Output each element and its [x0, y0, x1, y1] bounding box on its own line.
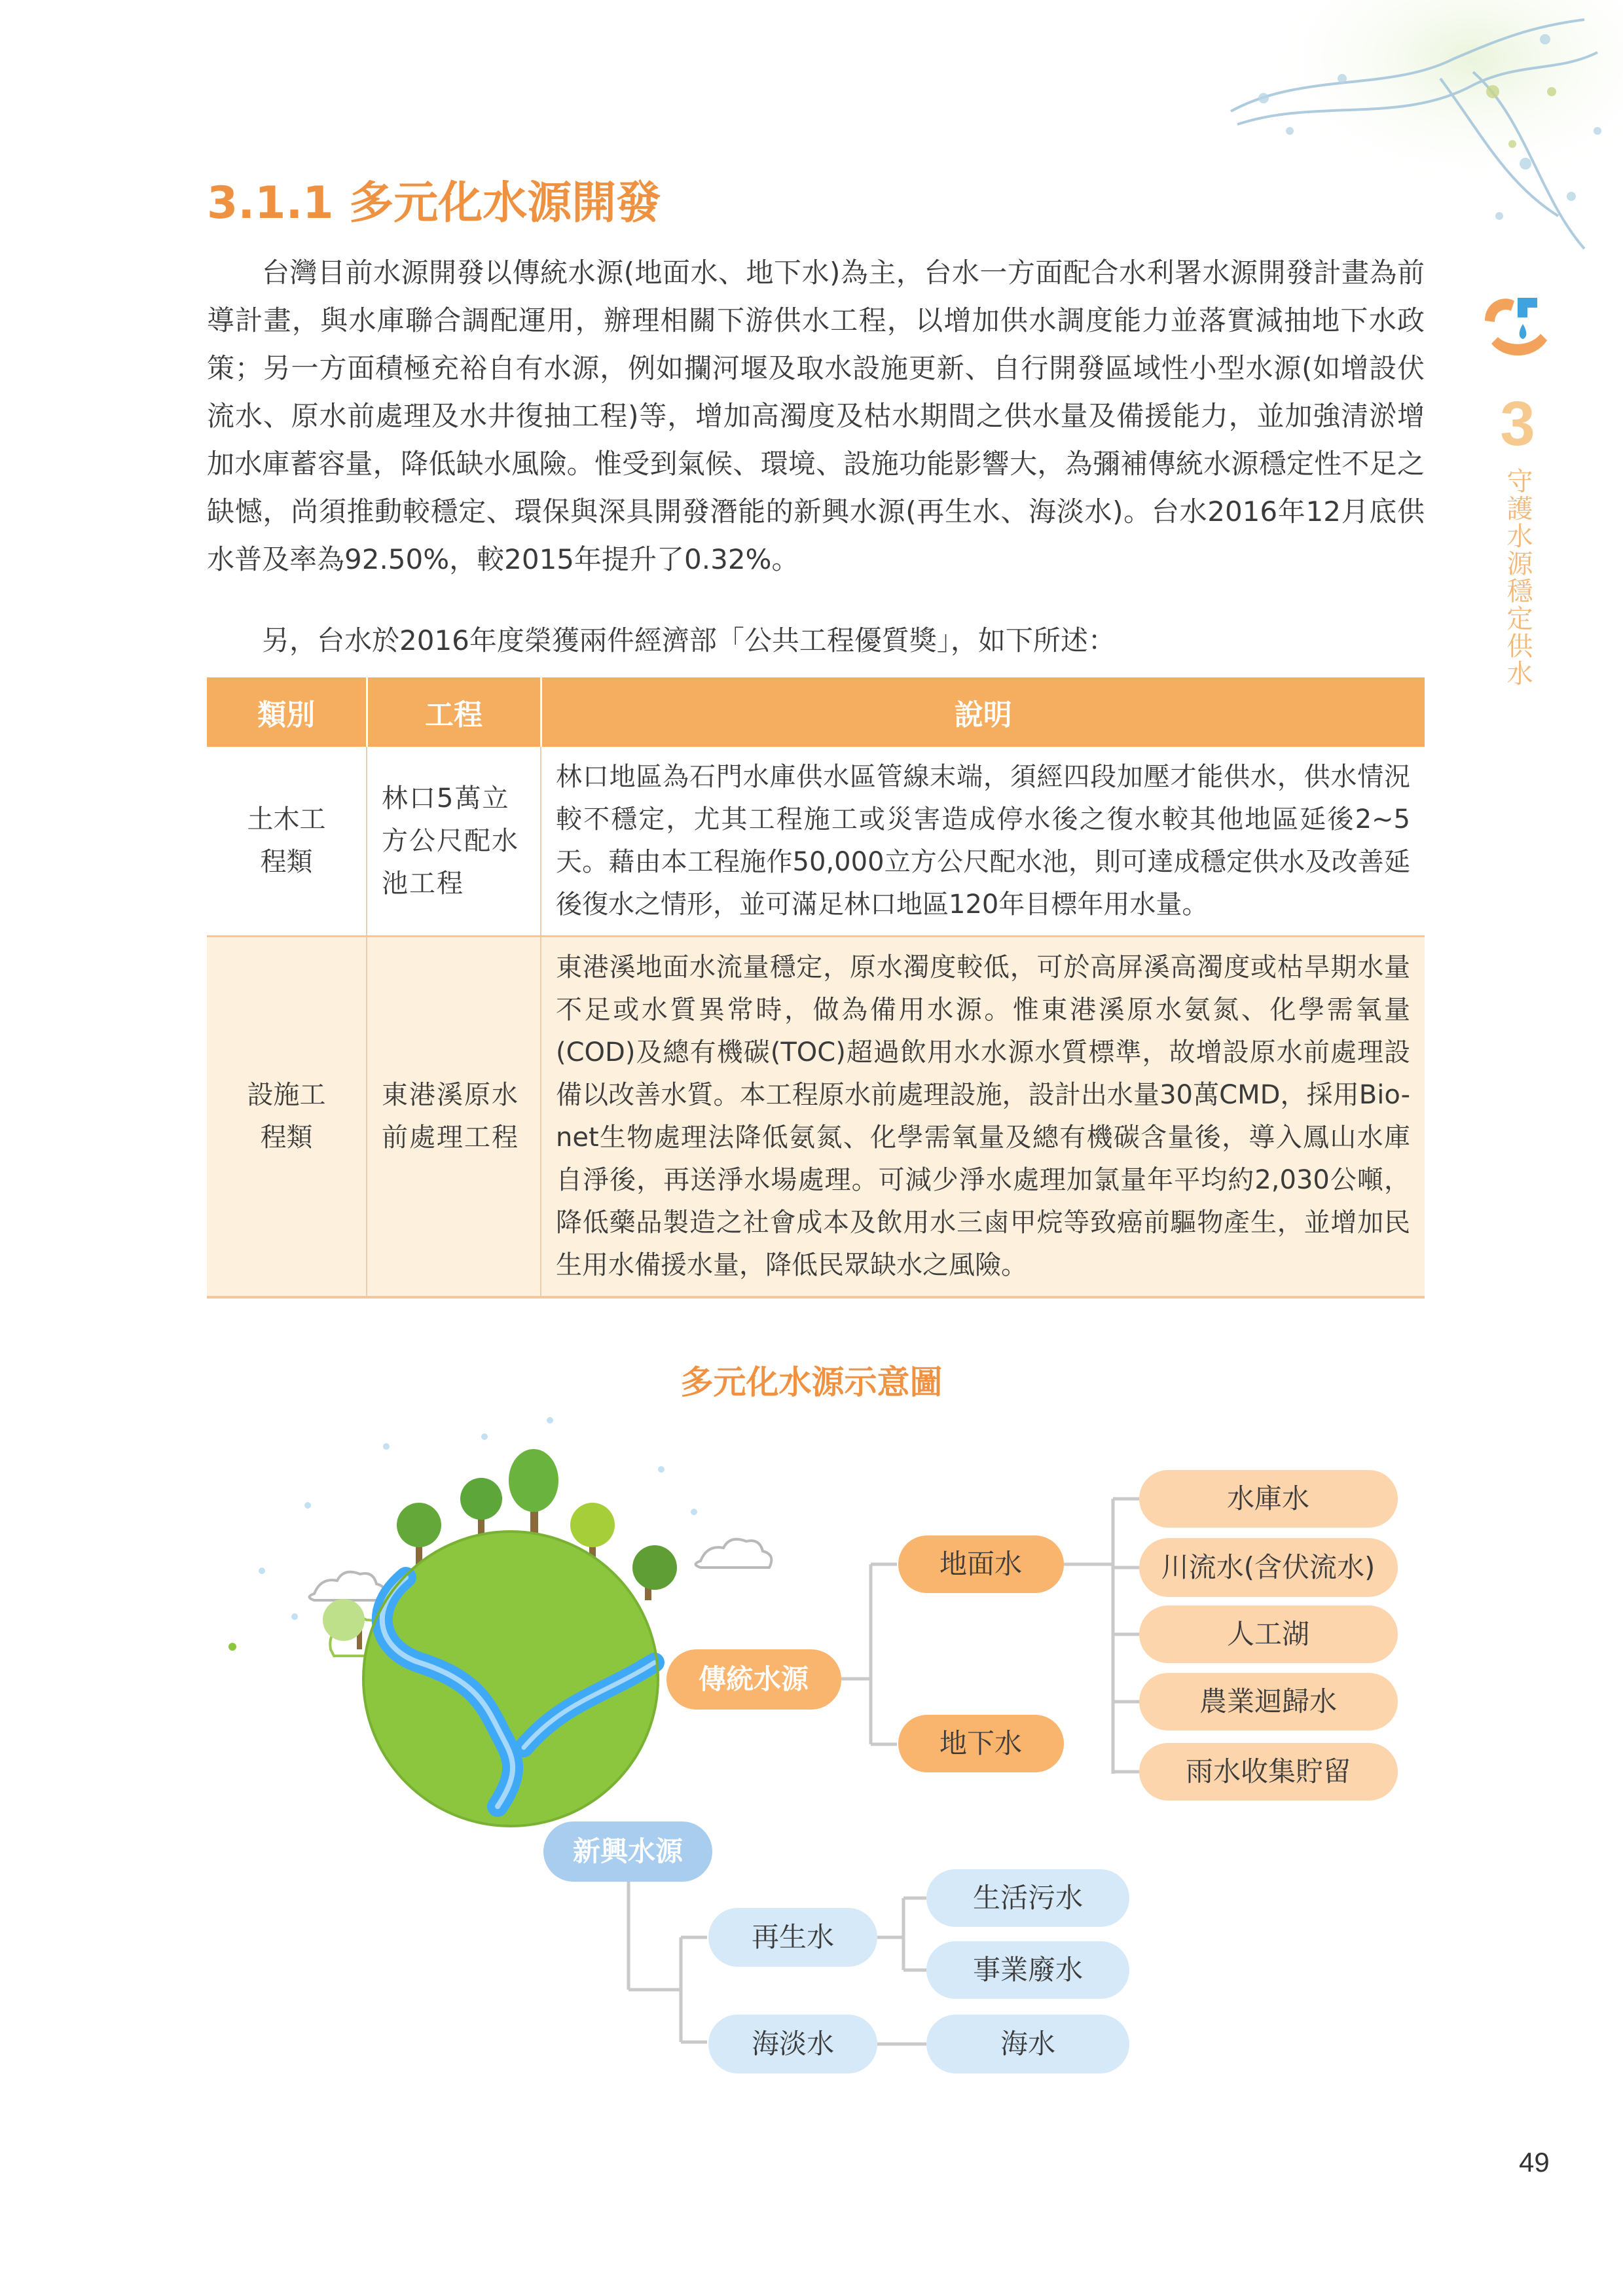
table-row	[207, 937, 1425, 1298]
header-project: 工程	[367, 677, 541, 747]
node-traditional-label: 傳統水源	[698, 1663, 809, 1695]
node-surface-label: 地面水	[939, 1548, 1023, 1580]
node-surface	[898, 1535, 1064, 1593]
node-emerging-label: 新興水源	[572, 1835, 684, 1867]
row-category: 土木工程類	[207, 747, 367, 937]
surface-item: 水庫水	[1226, 1482, 1310, 1515]
row-project: 東港溪原水前處理工程	[367, 937, 541, 1298]
intro-paragraph: 台灣目前水源開發以傳統水源(地面水、地下水)為主，台水一方面配合水利署水源開發計畫為前導計畫，與水庫聯合調配運用，辦理相關下游供水工程，以增加供水調度能力並落實減抽地下水政策；另一方面積極充裕自有水源，例如攔河堰及取水設施更新、自行開發區域性小型水源(如增設伏流水、原水前處理及水井復抽工程)等，增加高濁度及枯水期間之供水量及備援能力，並加強清淤增加水庫蓄容量，降低缺水風險。惟受到氣候、環境、設施功能影響大，為彌補傳統水源穩定性不足之缺憾，尚須推動較穩定、環保與深具開發潛能的新興水源(再生水、海淡水)。台水2016年12月底供水普及率為92.50%，較2015年提升了0.32%。	[207, 257, 1425, 575]
row-description: 林口地區為石門水庫供水區管線末端，須經四段加壓才能供水，供水情況較不穩定，尤其工程施工或災害造成停水後之復水較其他地區延後2~5天。藉由本工程施作50,000立方公尺配水池，則可達成穩定供水及改善延後復水之情形，並可滿足林口地區120年目標年用水量。	[541, 747, 1425, 937]
node-ground	[898, 1715, 1064, 1772]
reclaimed-item: 事業廢水	[972, 1954, 1084, 1986]
row-project: 林口5萬立方公尺配水池工程	[367, 747, 541, 937]
reclaimed-item: 生活污水	[972, 1882, 1084, 1914]
node-reclaimed	[708, 1908, 877, 1967]
node-emerging	[543, 1821, 712, 1882]
chapter-side-tab	[1478, 281, 1557, 687]
awards-intro-paragraph: 另，台水於2016年度榮獲兩件經濟部「公共工程優質獎」，如下所述：	[262, 624, 1116, 656]
table-header-row	[207, 677, 1425, 747]
surface-item: 人工湖	[1226, 1618, 1310, 1650]
node-ground-label: 地下水	[939, 1727, 1023, 1759]
surface-item: 川流水(含伏流水)	[1161, 1551, 1376, 1583]
water-source-diagram	[0, 1407, 1623, 2127]
globe-illustration	[228, 1417, 771, 1826]
awards-table	[207, 677, 1425, 1299]
node-desal	[708, 2015, 877, 2073]
desal-item: 海水	[1000, 2028, 1056, 2060]
reclaimed-items	[926, 1869, 1129, 1999]
node-reclaimed-label: 再生水	[751, 1921, 835, 1953]
surface-item: 農業迴歸水	[1199, 1685, 1338, 1717]
chapter-label: 守護水源穩定供水	[1503, 467, 1533, 687]
table-row	[207, 747, 1425, 937]
chapter-number: 3	[1500, 389, 1535, 459]
surface-items	[1139, 1470, 1398, 1801]
row-category: 設施工程類	[207, 937, 367, 1298]
header-description: 說明	[541, 677, 1425, 747]
section-title: 3.1.1 多元化水源開發	[207, 177, 661, 229]
node-traditional	[666, 1649, 841, 1710]
header-category: 類別	[207, 677, 367, 747]
surface-item: 雨水收集貯留	[1185, 1755, 1351, 1787]
water-tap-hands-icon	[1478, 281, 1557, 367]
node-desal-label: 海淡水	[751, 2028, 835, 2060]
diagram-title: 多元化水源示意圖	[680, 1363, 943, 1401]
row-description: 東港溪地面水流量穩定，原水濁度較低，可於高屏溪高濁度或枯旱期水量不足或水質異常時，做為備用水源。惟東港溪原水氨氮、化學需氧量(COD)及總有機碳(TOC)超過飲用水水源水質標準，故增設原水前處理設備以改善水質。本工程原水前處理設施，設計出水量30萬CMD，採用Bio-net生物處理法降低氨氮、化學需氧量及總有機碳含量後，導入鳳山水庫自淨後，再送淨水場處理。可減少淨水處理加氯量年平均約2,030公噸，降低藥品製造之社會成本及飲用水三鹵甲烷等致癌前驅物產生，並增加民生用水備援水量，降低民眾缺水之風險。	[541, 937, 1425, 1298]
page-number: 49	[1519, 2147, 1550, 2178]
desal-items	[926, 2015, 1129, 2073]
